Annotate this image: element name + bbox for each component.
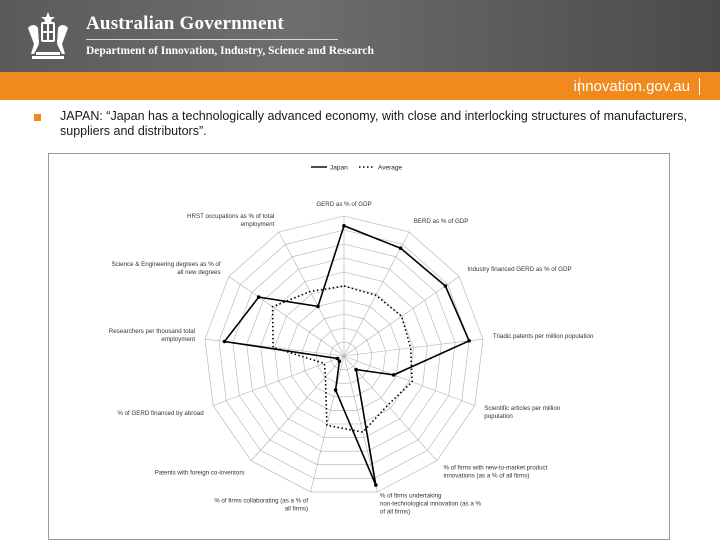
axis-label: HRST occupations as % of total employment bbox=[187, 213, 275, 229]
axis-label: % of firms undertaking non-technological innovation (as a % of all firms) bbox=[379, 492, 482, 516]
department-name: Department of Innovation, Industry, Science and Research bbox=[86, 45, 374, 57]
grid-spoke bbox=[213, 356, 344, 406]
axis-label: Researchers per thousand total employment bbox=[108, 327, 196, 343]
grid-spoke bbox=[344, 232, 409, 356]
axis-label: % of firms with new-to-market product innovations (as a % of all firms) bbox=[443, 464, 548, 480]
legend-label-japan: Japan bbox=[330, 164, 348, 172]
url-divider-right bbox=[699, 78, 700, 95]
header-divider bbox=[86, 39, 338, 40]
data-point-japan bbox=[334, 388, 338, 392]
axis-label: % of GERD financed by abroad bbox=[117, 410, 204, 418]
axis-label: Science & Engineering degrees as % of all new degrees bbox=[111, 260, 221, 276]
grid-spoke bbox=[344, 356, 437, 461]
axis-label: Triadic patents per million population bbox=[492, 332, 594, 340]
data-point-japan bbox=[223, 340, 227, 344]
data-point-japan bbox=[392, 373, 396, 377]
grid-spoke bbox=[344, 356, 475, 406]
data-point-japan bbox=[467, 339, 471, 343]
government-name: Australian Government bbox=[86, 13, 284, 34]
axis-label: Patents with foreign co-inventors bbox=[154, 469, 245, 477]
axis-label: BERD as % of GDP bbox=[413, 218, 469, 226]
bullet-marker bbox=[34, 114, 41, 121]
data-point-japan bbox=[257, 295, 261, 299]
data-point-japan bbox=[444, 284, 448, 288]
header-banner bbox=[0, 0, 720, 72]
data-point-japan bbox=[342, 224, 346, 228]
coat-of-arms-icon bbox=[22, 10, 74, 62]
axis-label: Industry financed GERD as % of GDP bbox=[467, 265, 572, 273]
axis-label: Scientific articles per million population bbox=[484, 405, 561, 421]
axis-label: % of firms collaborating (as a % of all firms) bbox=[214, 497, 309, 513]
data-point-japan bbox=[336, 357, 340, 361]
site-url-link[interactable]: innovation.gov.au bbox=[573, 78, 690, 95]
legend-label-average: Average bbox=[378, 164, 403, 172]
bullet-text: JAPAN: “Japan has a technologically advanced economy, with close and interlocking structures of manufacturers, suppliers and distributors”. bbox=[60, 109, 687, 138]
radar-chart bbox=[48, 153, 670, 540]
data-point-japan bbox=[354, 368, 358, 372]
axis-label: GERD as % of GDP bbox=[316, 201, 372, 208]
grid-spoke bbox=[251, 356, 344, 461]
data-point-japan bbox=[316, 305, 320, 309]
url-bar bbox=[0, 72, 720, 100]
data-point-japan bbox=[399, 246, 403, 250]
data-point-japan bbox=[374, 483, 378, 487]
grid-spoke bbox=[279, 232, 344, 356]
radar-chart-svg bbox=[49, 154, 669, 539]
